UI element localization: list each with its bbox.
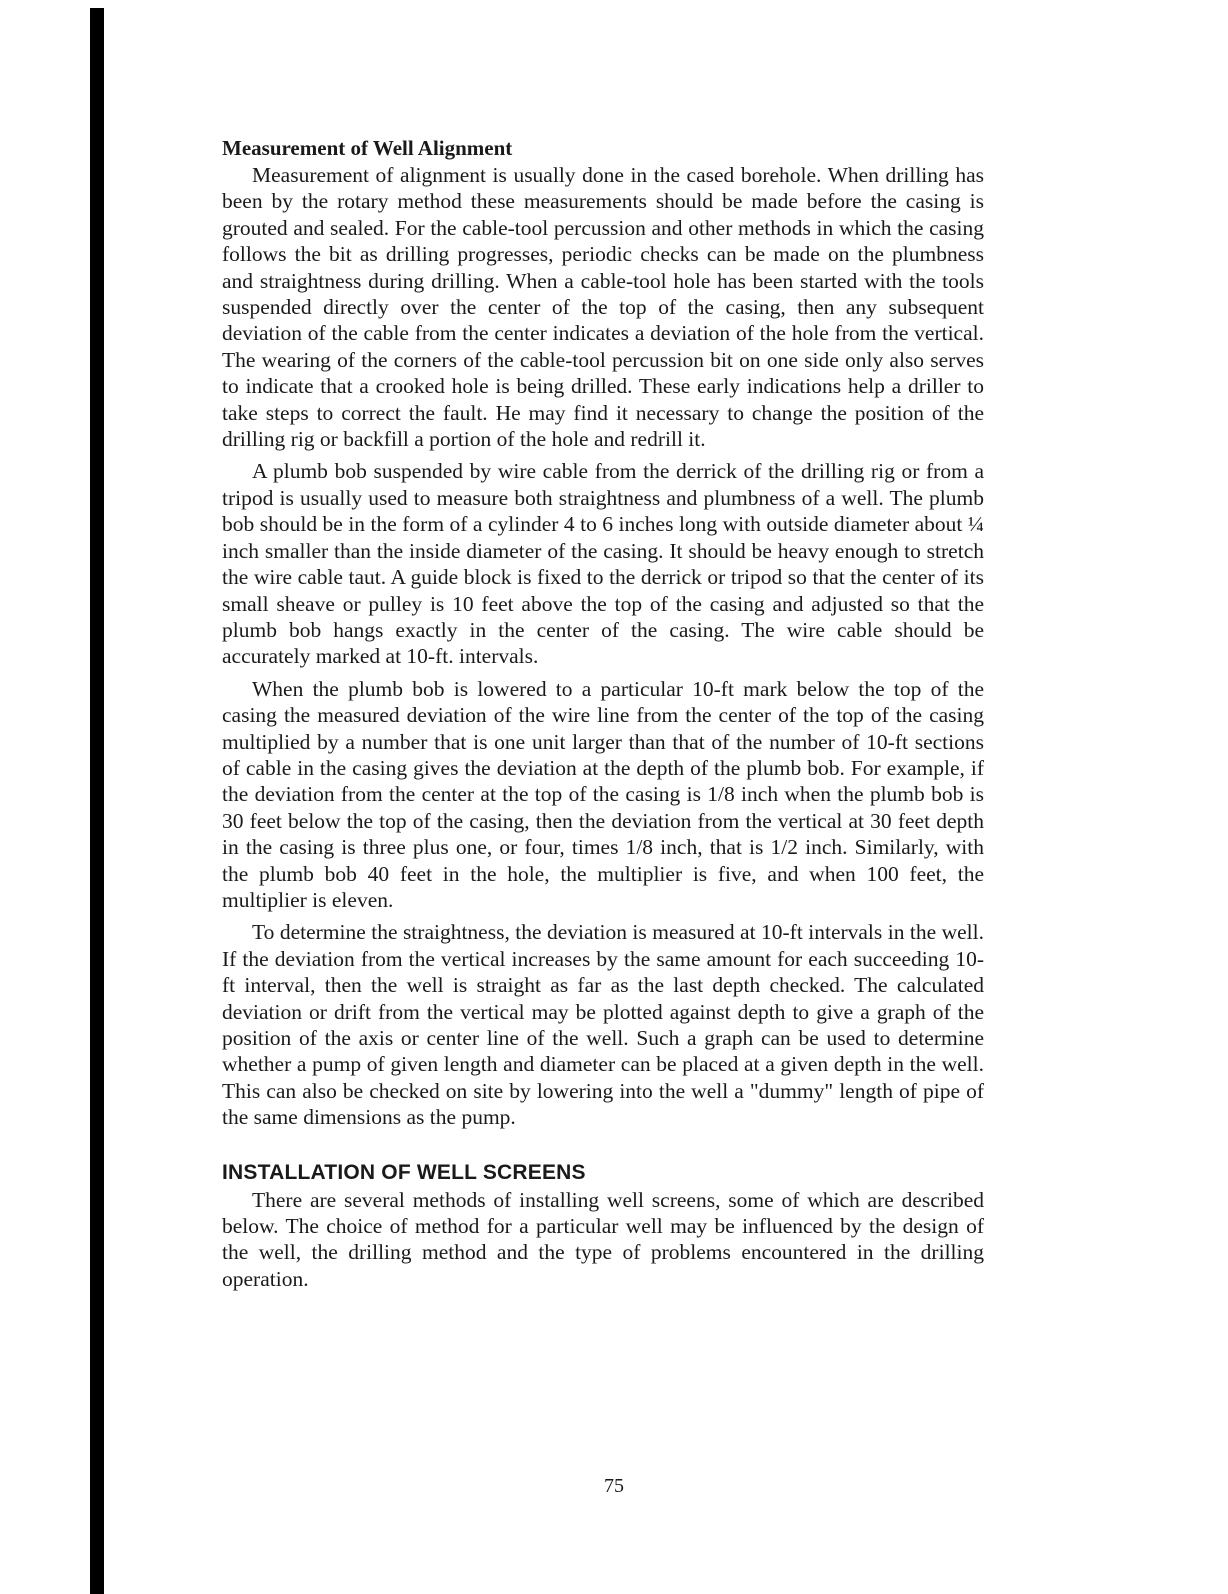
paragraph: When the plumb bob is lowered to a particular 10-ft mark below the top of the casing the measured deviation of the wire line from the center of the top of the casing multiplied by a number that is one unit larger than that of the number of 10-ft sections of cable in the casing gives the deviation at the depth of the plumb bob. For example, if the deviation from the center at the top of the casing is 1/8 inch when the plumb bob is 30 feet below the top of the casing, then the deviation from the vertical at 30 feet depth in the casing is three plus one, or four, times 1/8 inch, that is 1/2 inch. Similarly, with the plumb bob 40 feet in the hole, the multiplier is five, and when 100 feet, the multiplier is eleven.	[222, 676, 984, 912]
section-gap	[222, 1137, 984, 1159]
page-body	[222, 134, 984, 1298]
paragraph: To determine the straightness, the deviation is measured at 10-ft intervals in the well. If the deviation from the vertical increases by the same amount for each succeeding 10-ft interval, then the well is straight as far as the last depth checked. The calculated deviation or drift from the vertical may be plotted against depth to give a graph of the position of the axis or center line of the well. Such a graph can be used to determine whether a pump of given length and diameter can be placed at a given depth in the well. This can also be checked on site by lowering into the well a "dummy" length of pipe of the same dimensions as the pump.	[222, 920, 984, 1130]
paragraph: Measurement of alignment is usually done in the cased borehole. When drilling has been by the rotary method these measurements should be made before the casing is grouted and sealed. For the cable-tool percussion and other methods in which the casing follows the bit as drilling progresses, periodic checks can be made on the plumbness and straightness during drilling. When a cable-tool hole has been started with the tools suspended directly over the center of the top of the casing, then any subsequent deviation of the cable from the center indicates a deviation of the hole from the vertical. The wearing of the corners of the cable-tool percussion bit on one side only also serves to indicate that a crooked hole is being drilled. These early indications help a driller to take steps to correct the fault. He may find it necessary to change the position of the drilling rig or backfill a portion of the hole and redrill it.	[222, 163, 984, 452]
section-heading-well-screens: INSTALLATION OF WELL SCREENS	[222, 1160, 586, 1184]
paragraph: There are several methods of installing well screens, some of which are described below. The choice of method for a particular well may be influenced by the design of the well, the drilling method and the type of problems encountered in the drilling operation.	[222, 1187, 984, 1291]
page-number: 75	[604, 1475, 624, 1497]
scan-edge-bar	[90, 8, 104, 1594]
section-heading-well-alignment: Measurement of Well Alignment	[222, 136, 513, 160]
paragraph: A plumb bob suspended by wire cable from the derrick of the drilling rig or from a tripod is usually used to measure both straightness and plumbness of a well. The plumb bob should be in the form of a cylinder 4 to 6 inches long with outside diameter about ¼ inch smaller than the inside diameter of the casing. It should be heavy enough to stretch the wire cable taut. A guide block is fixed to the derrick or tripod so that the center of its small sheave or pulley is 10 feet above the top of the casing and adjusted so that the plumb bob hangs exactly in the center of the casing. The wire cable should be accurately marked at 10-ft. intervals.	[222, 459, 984, 669]
